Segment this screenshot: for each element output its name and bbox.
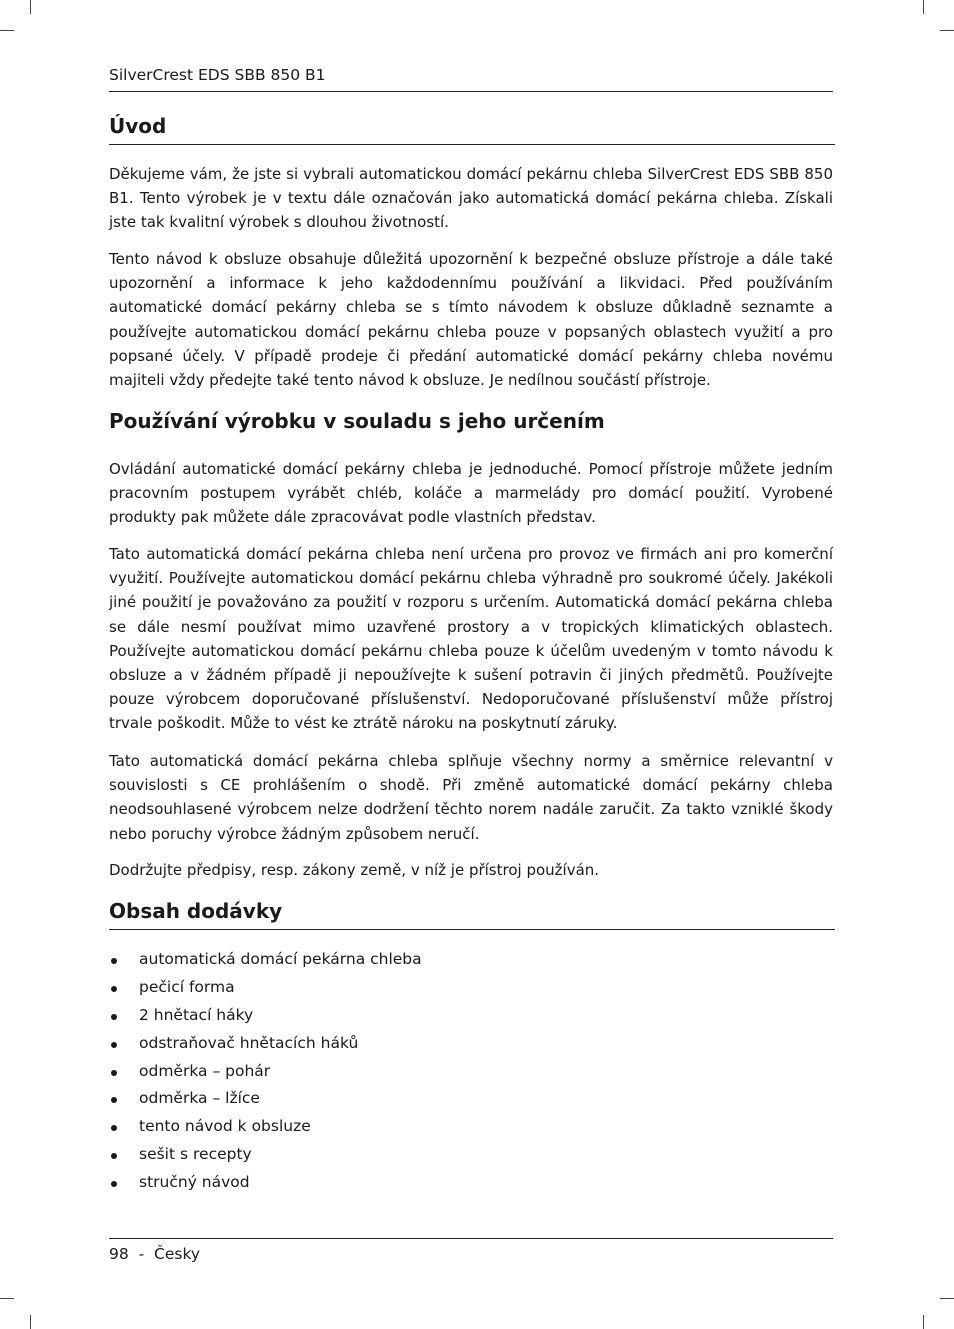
crop-mark xyxy=(940,30,954,31)
usage-paragraph-3: Tato automatická domácí pekárna chleba splňuje všechny normy a směrnice relevantní v souvislosti s CE prohlášením o shodě. Při změně automatické domácí pekárny chleba neodsouhlasené výrobcem nelze dodržení těchto norem nadále zaručit. Za takto vzniklé škody nebo poruchy výrobce žádným způsobem neručí. xyxy=(109,752,833,843)
bullet-icon xyxy=(111,958,117,964)
section-title-intro: Úvod xyxy=(109,112,835,145)
bullet-icon xyxy=(111,1014,117,1020)
list-item: sešit s recepty xyxy=(109,1141,833,1169)
bullet-icon xyxy=(111,1125,117,1131)
list-item: tento návod k obsluze xyxy=(109,1113,833,1141)
bullet-icon xyxy=(111,1153,117,1159)
crop-mark xyxy=(30,0,31,14)
list-item: odstraňovač hnětacích háků xyxy=(109,1030,833,1058)
section-title-usage: Používání výrobku v souladu s jeho určením xyxy=(109,409,605,433)
contents-list xyxy=(109,946,833,1197)
crop-mark xyxy=(0,30,14,31)
list-item: pečicí forma xyxy=(109,974,833,1002)
crop-mark xyxy=(923,0,924,14)
section-title-contents: Obsah dodávky xyxy=(109,897,835,930)
page-footer xyxy=(109,1238,833,1265)
intro-paragraph-1: Děkujeme vám, že jste si vybrali automatickou domácí pekárnu chleba SilverCrest EDS SBB 850 B1. Tento výrobek je v textu dále označován jako automatická domácí pekárna chleba. Získali jste tak kvalitní výrobek s dlouhou životností. xyxy=(109,165,833,232)
bullet-icon xyxy=(111,1181,117,1187)
list-item: odměrka – lžíce xyxy=(109,1085,833,1113)
intro-paragraph-2: Tento návod k obsluze obsahuje důležitá upozornění k bezpečné obsluze přístroje a dále také upozornění a informace k jeho každodennímu používání a likvidaci. Před používáním automatické domácí pekárny chleba se s tímto návodem k obsluze důkladně seznamte a používejte automatickou domácí pekárnu chleba pouze v popsaných oblastech využití a pro popsané účely. V případě prodeje či předání automatické domácí pekárny chleba novému majiteli vždy předejte také tento návod k obsluze. Je nedílnou součástí přístroje. xyxy=(109,250,833,390)
page-header xyxy=(109,64,833,92)
bullet-icon xyxy=(111,1070,117,1076)
page-number: 98 - Česky xyxy=(109,1245,201,1263)
list-item: 2 hnětací háky xyxy=(109,1002,833,1030)
list-item: automatická domácí pekárna chleba xyxy=(109,946,833,974)
crop-mark xyxy=(940,1298,954,1299)
usage-paragraph-2: Tato automatická domácí pekárna chleba není určena pro provoz ve firmách ani pro komerční využití. Používejte automatickou domácí pekárnu chleba výhradně pro soukromé účely. Jakékoli jiné použití je považováno za použití v rozporu s určením. Automatická domácí pekárna chleba se dále nesmí používat mimo uzavřené prostory a v tropických klimatických oblastech. Používejte automatickou domácí pekárnu chleba pouze k účelům uvedeným v tomto návodu k obsluze a v žádném případě ji nepoužívejte k sušení potravin či jiných předmětů. Používejte pouze výrobcem doporučované příslušenství. Nedoporučované příslušenství může přístroj trvale poškodit. Může to vést ke ztrátě nároku na poskytnutí záruky. xyxy=(109,545,833,733)
list-item: odměrka – pohár xyxy=(109,1058,833,1086)
usage-paragraph-4: Dodržujte předpisy, resp. zákony země, v níž je přístroj používán. xyxy=(109,861,600,879)
header-title: SilverCrest EDS SBB 850 B1 xyxy=(109,66,326,84)
bullet-icon xyxy=(111,1042,117,1048)
list-item: stručný návod xyxy=(109,1169,833,1197)
bullet-icon xyxy=(111,1097,117,1103)
crop-mark xyxy=(923,1315,924,1329)
usage-paragraph-1: Ovládání automatické domácí pekárny chleba je jednoduché. Pomocí přístroje můžete jedním pracovním postupem vyrábět chléb, koláče a marmelády pro domácí použití. Vyrobené produkty pak můžete dále zpracovávat podle vlastních představ. xyxy=(109,460,833,527)
crop-mark xyxy=(30,1315,31,1329)
bullet-icon xyxy=(111,986,117,992)
crop-mark xyxy=(0,1298,14,1299)
